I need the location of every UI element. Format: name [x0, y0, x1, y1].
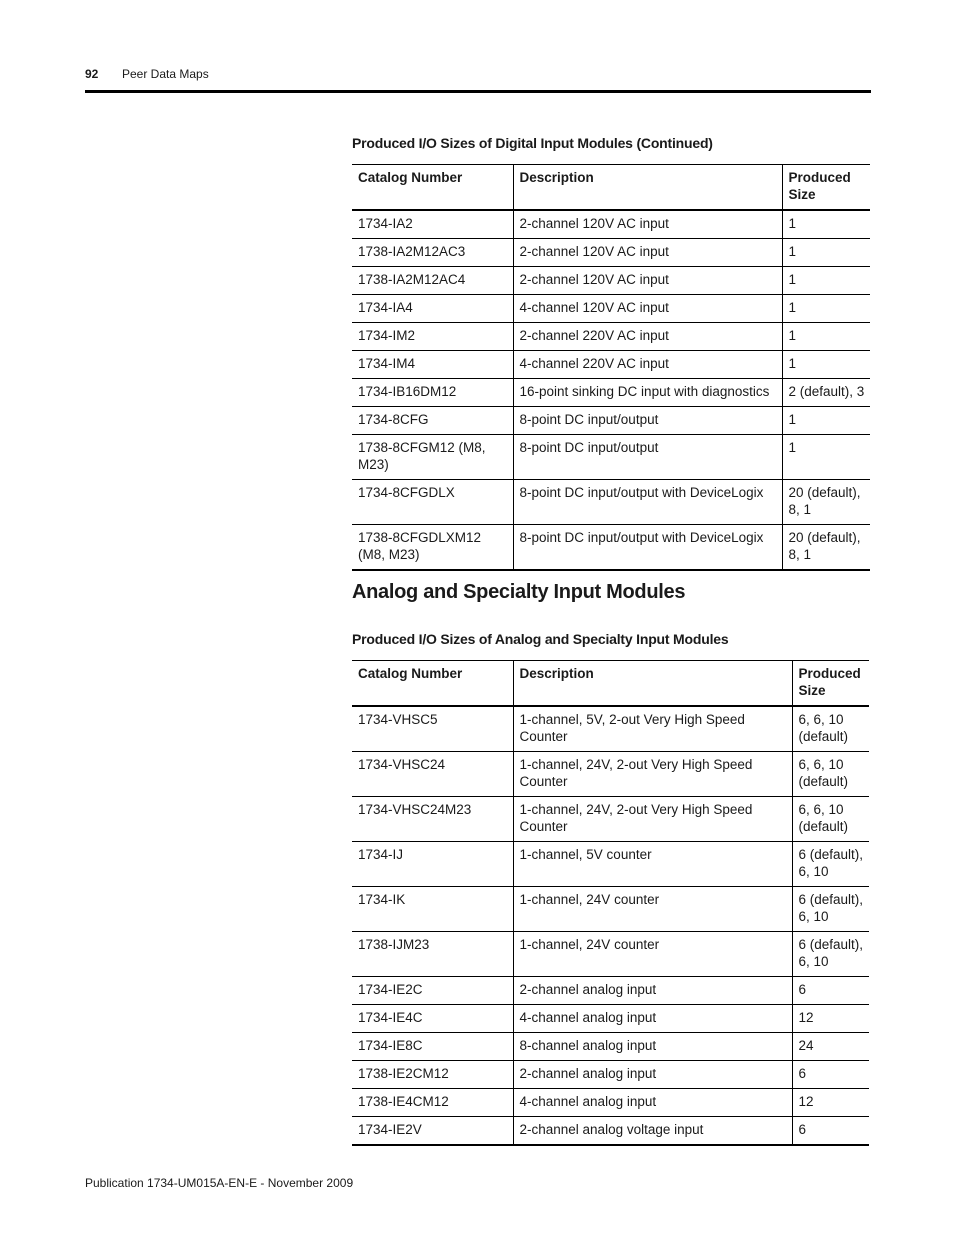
description-cell: 2-channel 120V AC input [513, 239, 782, 267]
table2-caption: Produced I/O Sizes of Analog and Specialty Input Modules [352, 631, 729, 647]
table-row [352, 1033, 869, 1061]
table-row [352, 1089, 869, 1117]
analog-input-table [352, 660, 869, 1146]
produced-size-cell: 1 [782, 210, 870, 239]
column-header-description: Description [513, 661, 792, 707]
produced-size-cell: 12 [792, 1089, 869, 1117]
table-row [352, 977, 869, 1005]
table-row [352, 797, 869, 842]
catalog-number-cell: 1734-IA4 [358, 300, 413, 315]
produced-size-cell: 2 (default), 3 [782, 379, 870, 407]
column-header-catalog-number: Catalog Number [358, 170, 463, 185]
produced-size-cell: 24 [792, 1033, 869, 1061]
produced-size-cell: 6, 6, 10 (default) [792, 706, 869, 752]
table-row [352, 1061, 869, 1089]
produced-size-cell: 6 [792, 1061, 869, 1089]
description-cell: 2-channel 120V AC input [513, 267, 782, 295]
column-header-description: Description [513, 165, 782, 211]
table-row [352, 407, 870, 435]
description-cell: 8-point DC input/output [513, 407, 782, 435]
table-row [352, 351, 870, 379]
catalog-number-cell: 1734-VHSC24 [358, 757, 446, 772]
catalog-number-cell: 1734-IM4 [358, 356, 416, 371]
catalog-number-cell: 1734-VHSC24M23 [358, 802, 472, 817]
table-row [352, 842, 869, 887]
section-heading: Analog and Specialty Input Modules [352, 581, 686, 603]
produced-size-cell: 1 [782, 323, 870, 351]
column-header-produced-size: Produced Size [792, 661, 869, 707]
catalog-number-cell: 1734-IM2 [358, 328, 416, 343]
table-row [352, 1005, 869, 1033]
produced-size-cell: 1 [782, 267, 870, 295]
table-row [352, 435, 870, 480]
catalog-number-cell: 1734-IJ [358, 847, 404, 862]
section-title: Peer Data Maps [122, 67, 209, 81]
produced-size-cell: 6 [792, 1117, 869, 1146]
catalog-number-cell: 1734-IA2 [358, 216, 413, 231]
produced-size-cell: 6 [792, 977, 869, 1005]
description-cell: 8-point DC input/output [513, 435, 782, 480]
description-cell: 1-channel, 24V counter [513, 887, 792, 932]
page-header [85, 66, 871, 93]
digital-input-table [352, 164, 870, 571]
table-row [352, 887, 869, 932]
description-cell: 1-channel, 5V, 2-out Very High Speed Counter [513, 706, 792, 752]
table-header-row [352, 165, 870, 211]
description-cell: 1-channel, 5V counter [513, 842, 792, 887]
produced-size-cell: 20 (default), 8, 1 [782, 525, 870, 571]
table-row [352, 295, 870, 323]
description-cell: 4-channel 220V AC input [513, 351, 782, 379]
description-cell: 8-point DC input/output with DeviceLogix [513, 525, 782, 571]
table-row [352, 752, 869, 797]
description-cell: 2-channel analog input [513, 1061, 792, 1089]
produced-size-cell: 1 [782, 351, 870, 379]
column-header-catalog-number: Catalog Number [358, 666, 463, 681]
catalog-number-cell: 1738-8CFGM12 (M8, M23) [358, 440, 486, 472]
description-cell: 1-channel, 24V, 2-out Very High Speed Counter [513, 797, 792, 842]
table-row [352, 1117, 869, 1146]
table-row [352, 239, 870, 267]
description-cell: 1-channel, 24V counter [513, 932, 792, 977]
catalog-number-cell: 1734-8CFGDLX [358, 485, 455, 500]
produced-size-cell: 6, 6, 10 (default) [792, 797, 869, 842]
catalog-number-cell: 1734-IE4C [358, 1010, 423, 1025]
description-cell: 4-channel 120V AC input [513, 295, 782, 323]
produced-size-cell: 20 (default), 8, 1 [782, 480, 870, 525]
table1-caption: Produced I/O Sizes of Digital Input Modules (Continued) [352, 135, 713, 151]
table-header-row [352, 661, 869, 707]
produced-size-cell: 6 (default), 6, 10 [792, 842, 869, 887]
produced-size-cell: 6 (default), 6, 10 [792, 932, 869, 977]
description-cell: 2-channel 220V AC input [513, 323, 782, 351]
description-cell: 2-channel analog input [513, 977, 792, 1005]
catalog-number-cell: 1734-IK [358, 892, 406, 907]
description-cell: 8-channel analog input [513, 1033, 792, 1061]
catalog-number-cell: 1734-IB16DM12 [358, 384, 457, 399]
table-row [352, 210, 870, 239]
description-cell: 4-channel analog input [513, 1005, 792, 1033]
produced-size-cell: 1 [782, 295, 870, 323]
page-number: 92 [85, 67, 99, 81]
catalog-number-cell: 1734-IE2V [358, 1122, 422, 1137]
catalog-number-cell: 1734-VHSC5 [358, 712, 438, 727]
description-cell: 1-channel, 24V, 2-out Very High Speed Counter [513, 752, 792, 797]
produced-size-cell: 12 [792, 1005, 869, 1033]
table-row [352, 267, 870, 295]
catalog-number-cell: 1738-8CFGDLXM12 (M8, M23) [358, 530, 482, 562]
description-cell: 2-channel 120V AC input [513, 210, 782, 239]
table-row [352, 379, 870, 407]
description-cell: 8-point DC input/output with DeviceLogix [513, 480, 782, 525]
catalog-number-cell: 1738-IA2M12AC4 [358, 272, 466, 287]
description-cell: 16-point sinking DC input with diagnostics [513, 379, 782, 407]
produced-size-cell: 1 [782, 407, 870, 435]
table-row [352, 480, 870, 525]
catalog-number-cell: 1738-IJM23 [358, 937, 430, 952]
catalog-number-cell: 1734-8CFG [358, 412, 429, 427]
produced-size-cell: 6 (default), 6, 10 [792, 887, 869, 932]
table-row [352, 706, 869, 752]
table-row [352, 525, 870, 571]
description-cell: 2-channel analog voltage input [513, 1117, 792, 1146]
catalog-number-cell: 1738-IE4CM12 [358, 1094, 449, 1109]
catalog-number-cell: 1738-IA2M12AC3 [358, 244, 466, 259]
description-cell: 4-channel analog input [513, 1089, 792, 1117]
catalog-number-cell: 1734-IE2C [358, 982, 423, 997]
column-header-produced-size: Produced Size [782, 165, 870, 211]
table-row [352, 932, 869, 977]
produced-size-cell: 6, 6, 10 (default) [792, 752, 869, 797]
table-row [352, 323, 870, 351]
produced-size-cell: 1 [782, 435, 870, 480]
catalog-number-cell: 1738-IE2CM12 [358, 1066, 449, 1081]
catalog-number-cell: 1734-IE8C [358, 1038, 423, 1053]
publication-footer: Publication 1734-UM015A-EN-E - November 2009 [85, 1176, 354, 1190]
produced-size-cell: 1 [782, 239, 870, 267]
